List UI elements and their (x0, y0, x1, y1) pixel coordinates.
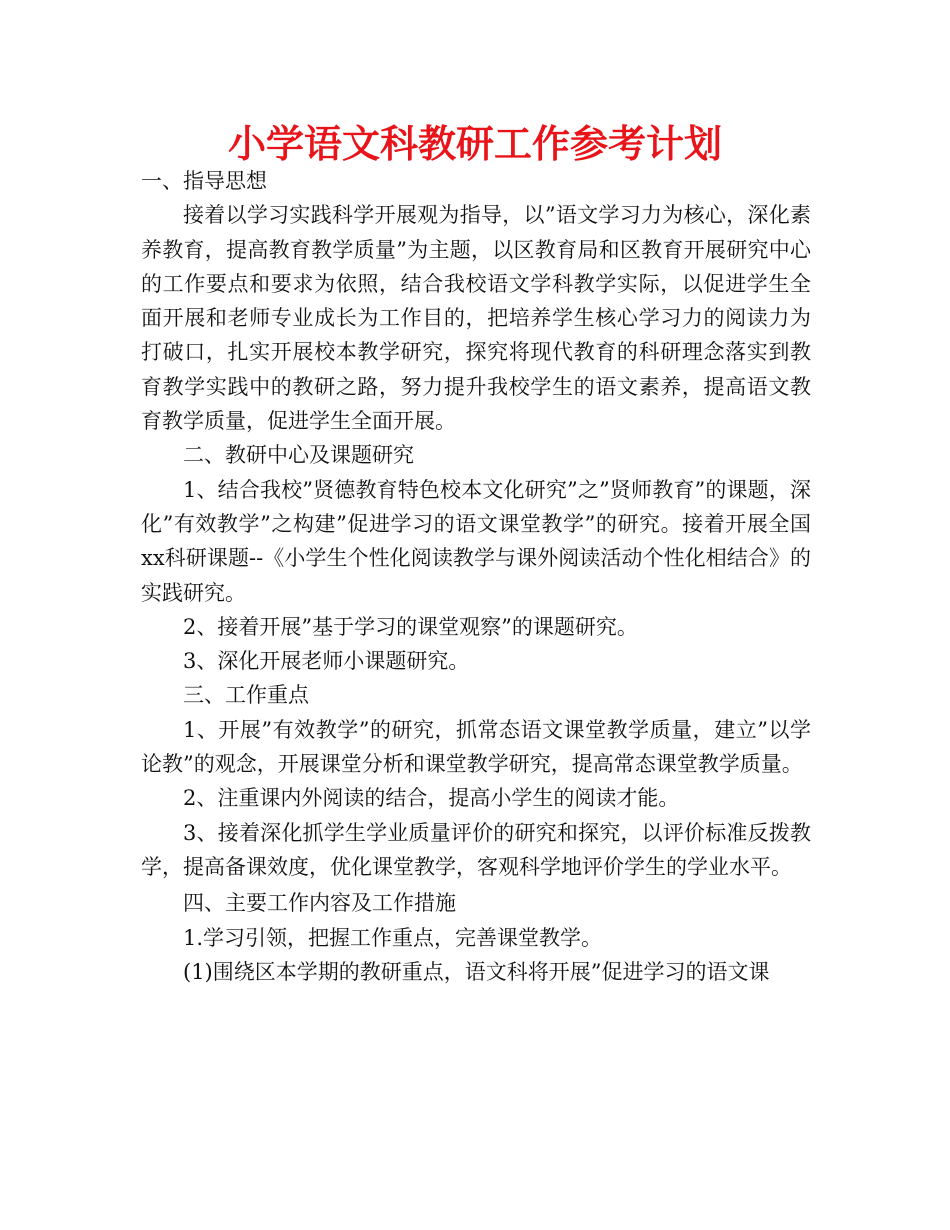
section-heading-research-center: 二、教研中心及课题研究 (183, 443, 414, 468)
section-heading-guiding-thought: 一、指导思想 (141, 169, 267, 193)
section-heading-work-focus: 三、工作重点 (183, 683, 309, 708)
paragraph-research-item-1: 1、结合我校”贤德教育特色校本文化研究”之”贤师教育”的课题，深化”有效教学”之构建”促进学习的语文课堂教学”的研究。接着开展全国xx科研课题--《小学生个性化阅读教学与课外阅读活动个性化相结合》的实践研究。 (141, 477, 811, 605)
paragraph-guiding-thought: 接着以学习实践科学开展观为指导，以”语文学习力为核心，深化素养教育，提高教育教学质量”为主题，以区教育局和区教育开展研究中心的工作要点和要求为依照，结合我校语文学科教学实际，以促进学生全面开展和老师专业成长为工作目的，把培养学生核心学习力的阅读力为打破口，扎实开展校本教学研究，探究将现代教育的科研理念落实到教育教学实践中的教研之路，努力提升我校学生的语文素养，提高语文教育教学质量，促进学生全面开展。 (141, 203, 811, 434)
document-body (141, 164, 811, 989)
paragraph-research-item-3: 3、深化开展老师小课题研究。 (183, 649, 470, 674)
paragraph-main-work-item-1: 1.学习引领，把握工作重点，完善课堂教学。 (183, 925, 603, 950)
paragraph-focus-item-1: 1、开展”有效教学”的研究，抓常态语文课堂教学质量，建立”以学论教”的观念，开展课堂分析和课堂教学研究，提高常态课堂教学质量。 (141, 717, 811, 777)
paragraph-focus-item-2: 2、注重课内外阅读的结合，提高小学生的阅读才能。 (183, 786, 680, 811)
section-heading-main-work: 四、主要工作内容及工作措施 (183, 891, 456, 916)
paragraph-research-item-2: 2、接着开展”基于学习的课堂观察”的课题研究。 (183, 614, 638, 639)
paragraph-main-work-subitem-1: (1)围绕区本学期的教研重点，语文科将开展”促进学习的语文课 (183, 959, 770, 984)
paragraph-focus-item-3: 3、接着深化抓学生学业质量评价的研究和探究，以评价标准反拨教学，提高备课效度，优化课堂教学，客观科学地评价学生的学业水平。 (141, 820, 811, 879)
document-title: 小学语文科教研工作参考计划 (227, 122, 722, 166)
